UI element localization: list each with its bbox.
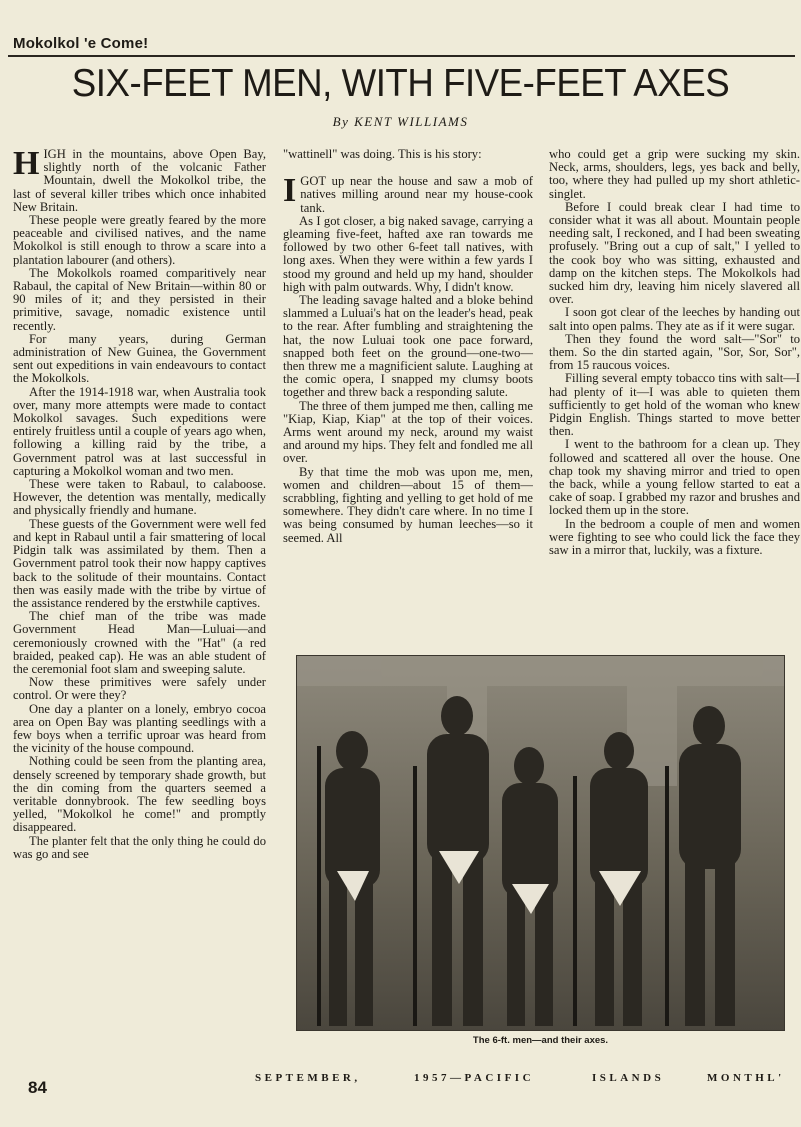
paragraph: The chief man of the tribe was made Government Head Man—Luluai—and ceremoniously crowned with the "Hat" (a red braided, peaked cap). He was an able student of the ceremonial foot slam and sweeping salute. bbox=[13, 609, 266, 676]
section-kicker: Mokolkol 'e Come! bbox=[13, 35, 149, 52]
paragraph: These guests of the Government were well fed and kept in Rabaul until a fair smattering of local Pidgin talk was assimilated by them. Then a Government patrol took their now happy captives back to the solitude of their mountains. Contact then was easily made with the tribe by virtue of the assistance rendered by the erstwhile captives. bbox=[13, 516, 266, 610]
paragraph: The leading savage halted and a bloke behind slammed a Luluai's hat on the leader's head, peak to the rear. After fumbling and straightening the hat, the now Luluai took one pace forward, snapped both feet on the ground—one-two—then threw me a magnificient salute. Laughing at the comic opera, I snapped my clumsy boots together and threw back a responding salute. bbox=[283, 293, 533, 400]
paragraph: As I got closer, a big naked savage, carrying a gleaming five-feet, hafted axe ran towards me followed by two other 6-feet tall natives, with long axes. When they were within a few yards I stood my ground and held up my hand, shoulder high with palm outwards. Why, I didn't know. bbox=[283, 213, 533, 294]
story-lead-paragraph: IGOT up near the house and saw a mob of natives milling around near my house-cook tank. bbox=[283, 172, 533, 215]
column-2 bbox=[283, 148, 533, 668]
paragraph: For many years, during German administration of New Guinea, the Government sent out expeditions in vain endeavours to contact the Mokolkols. bbox=[13, 331, 266, 386]
paragraph: Now these primitives were safely under control. Or were they? bbox=[13, 675, 266, 703]
paragraph: After the 1914-1918 war, when Australia took over, many more attempts were made to contact Mokolkol savages. Such expeditions were entirely fruitless until a couple of years ago when, following a killing raid by the tribe, a Government patrol was at last successful in capturing a Mokolkol woman and two men. bbox=[13, 384, 266, 478]
footer-month: SEPTEMBER, bbox=[255, 1072, 361, 1084]
paragraph: Before I could break clear I had time to consider what it was all about. Mountain people needing salt, I reckoned, and I had been sweating profusely. "Bring out a cup of salt," I yelled to the cook boy who was sitting, exhausted and damp on the kitchen steps. The Mokolkols had sucked him dry, leaving him nicely slavered all over. bbox=[549, 199, 800, 307]
paragraph: "wattinell" was doing. This is his story: bbox=[283, 148, 482, 161]
paragraph: The three of them jumped me then, calling me "Kiap, Kiap, Kiap" at the top of their voices. Arms went around my neck, around my waist and around my hips. They felt and fondled me all over. bbox=[283, 398, 533, 466]
paragraph: I went to the bathroom for a clean up. They followed and scattered all over the house. One chap took my shaving mirror and tried to open the back, while a young fellow started to eat a cake of soap. I grabbed my razor and brushes and locked them up in the store. bbox=[549, 437, 800, 518]
drop-cap: I bbox=[283, 172, 297, 210]
paragraph: Then they found the word salt—"Sor" to them. So the din started again, "Sor, Sor, Sor", from 15 raucous voices. bbox=[549, 331, 800, 373]
paragraph: These people were greatly feared by the more peaceable and civilised natives, and the name Mokolkol is still enough to throw a scare into a plantation labourer (and others). bbox=[13, 213, 266, 267]
paragraph: These were taken to Rabaul, to calaboose. However, the detention was mentally, medically and physically friendly and humane. bbox=[13, 477, 266, 518]
headline: SIX-FEET MEN, WITH FIVE-FEET AXES bbox=[71, 62, 730, 105]
photo-illustration bbox=[297, 656, 785, 1031]
paragraph: I soon got clear of the leeches by handing out salt into open palms. They ate as if it were sugar. bbox=[549, 305, 800, 333]
drop-cap: H bbox=[13, 148, 40, 182]
paragraph: The Mokolkols roamed comparitively near Rabaul, the capital of New Britain—within 80 or 90 miles of it; and they persisted in their primitive, savage, nomadic existence until recently. bbox=[13, 265, 266, 333]
column-3 bbox=[549, 148, 800, 668]
paragraph: who could get a grip were sucking my skin. Neck, arms, shoulders, legs, yes back and belly, too, where they had pulled up my short athletic-singlet. bbox=[549, 148, 800, 201]
paragraph: In the bedroom a couple of men and women were fighting to see who could lick the face they saw in a mirror that, luckily, was a fixture. bbox=[549, 516, 800, 558]
paragraph: One day a planter on a lonely, embryo cocoa area on Open Bay was planting seedlings with a few boys when a terrific uproar was heard from the vicinity of the house compound. bbox=[13, 701, 266, 756]
lead-paragraph: HIGH in the mountains, above Open Bay, slightly north of the volcanic Father Mountain, dwell the Mokolkol tribe, the last of several killer tribes which once inhabited New Britain. bbox=[13, 148, 266, 214]
paragraph: The planter felt that the only thing he could do was go and see bbox=[13, 833, 266, 861]
top-rule bbox=[8, 55, 795, 57]
paragraph: By that time the mob was upon me, men, women and children—about 15 of them—scrabbling, fighting and yelling to get hold of me somewhere. They didn't care where. In no time I was being consumed by human leeches—so it seemed. All bbox=[283, 464, 533, 545]
byline: By KENT WILLIAMS bbox=[332, 114, 469, 129]
paragraph: Filling several empty tobacco tins with salt—I had plenty of it—I was able to quieten them sufficiently to get hold of the woman who knew Pidgin English. Things started to move better then. bbox=[549, 371, 800, 439]
footer-year: 1957—PACIFIC bbox=[414, 1072, 535, 1084]
column-1 bbox=[13, 148, 266, 1068]
page-number: 84 bbox=[28, 1078, 47, 1097]
photo-six-feet-men bbox=[296, 655, 785, 1031]
footer-magazine: ISLANDS bbox=[592, 1072, 665, 1084]
footer-monthly: MONTHL' bbox=[707, 1072, 785, 1084]
photo-caption: The 6-ft. men—and their axes. bbox=[472, 1035, 609, 1046]
paragraph: Nothing could be seen from the planting area, densely screened by temporary shade growth, but the din coming from the quarters seemed a veritable donnybrook. The few seedling boys yelled, "Mokolkol he come!" and promptly disappeared. bbox=[13, 754, 266, 835]
